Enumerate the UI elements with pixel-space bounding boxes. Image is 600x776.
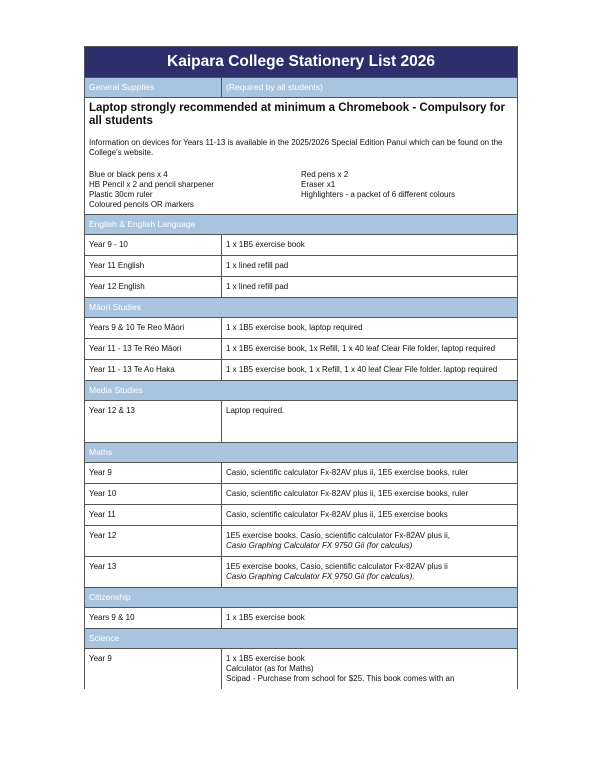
requirement-cell [222, 557, 517, 587]
requirement-cell: 1 x lined refill pad [226, 261, 289, 270]
laptop-headline: Laptop strongly recommended at minimum a Chromebook - Compulsory for all students [89, 102, 505, 127]
requirement-cell: 1 x 1B5 exercise book, 1x Refill, 1 x 40 leaf Clear File folder, laptop required [226, 344, 496, 353]
year-cell: Year 12 [85, 526, 222, 556]
year-cell: Year 13 [85, 557, 222, 587]
list-item: Blue or black pens x 4 [89, 170, 168, 179]
requirement-cell: 1 x 1B5 exercise book [226, 240, 305, 249]
section-label: Citizenship [89, 592, 131, 602]
table-row [85, 318, 517, 339]
devices-info: Information on devices for Years 11-13 is available in the 2025/2026 Special Edition Panui which can be found on the College's website. [89, 138, 503, 157]
table-row [85, 505, 517, 526]
graphing-calculator-note: Casio Graphing Calculator FX 9750 Gii (for calculus). [226, 572, 415, 581]
table-row [85, 401, 517, 443]
section-header-citizenship [85, 588, 517, 608]
section-header-science [85, 629, 517, 649]
stationery-list [84, 46, 518, 689]
requirement-text: 1E5 exercise books. Casio, scientific calculator Fx-82AV plus ii, [226, 531, 450, 540]
section-label: Science [89, 633, 120, 643]
year-cell: Year 12 English [85, 277, 222, 297]
requirement-cell: Casio, scientific calculator Fx-82AV plus ii, 1E5 exercise books, ruler [226, 468, 469, 477]
requirement-cell: Casio, scientific calculator Fx-82AV plus ii, 1E5 exercise books [226, 510, 448, 519]
general-items-right [301, 170, 513, 210]
table-row [85, 360, 517, 381]
list-item: Plastic 30cm ruler [89, 190, 153, 199]
section-label: Maths [89, 447, 113, 457]
list-item: Red pens x 2 [301, 170, 349, 179]
page-title: Kaipara College Stationery List 2026 [85, 47, 517, 78]
section-label: Māori Studies [89, 302, 141, 312]
requirement-cell [222, 526, 517, 556]
list-item: Coloured pencils OR markers [89, 200, 194, 209]
table-row [85, 339, 517, 360]
table-row [85, 526, 517, 557]
requirement-cell: 1 x lined refill pad [226, 282, 289, 291]
list-item: Highlighters - a packet of 6 different colours [301, 190, 456, 199]
year-cell: Year 11 - 13 Te Ao Haka [85, 360, 222, 380]
general-items [89, 170, 513, 210]
graphing-calculator-note: Casio Graphing Calculator FX 9750 Gii (for calculus) [226, 541, 413, 550]
section-header-maori [85, 298, 517, 318]
section-header-english [85, 215, 517, 235]
section-label: English & English Language [89, 219, 196, 229]
general-supplies-block [85, 98, 517, 215]
section-note: (Required by all students) [226, 82, 323, 92]
year-cell: Year 11 English [85, 256, 222, 276]
list-item: HB Pencil x 2 and pencil sharpener [89, 180, 214, 189]
table-row [85, 235, 517, 256]
year-cell: Year 10 [85, 484, 222, 504]
year-cell: Year 12 & 13 [85, 401, 222, 442]
general-items-left [89, 170, 301, 210]
section-header-maths [85, 443, 517, 463]
year-cell: Year 9 - 10 [85, 235, 222, 255]
year-cell: Years 9 & 10 [85, 608, 222, 628]
section-label: Media Studies [89, 385, 143, 395]
requirement-line: Scipad - Purchase from school for $25. This book comes with an [226, 674, 455, 683]
requirement-text: 1E5 exercise books, Casio, scientific calculator Fx-82AV plus ii [226, 562, 448, 571]
year-cell: Year 9 [85, 463, 222, 483]
year-cell: Year 11 [85, 505, 222, 525]
table-row [85, 463, 517, 484]
requirement-line: Calculator (as for Maths) [226, 664, 314, 673]
section-header-general [85, 78, 517, 98]
year-cell: Year 11 - 13 Te Reo Māori [85, 339, 222, 359]
requirement-line: 1 x 1B5 exercise book [226, 654, 305, 663]
section-header-media [85, 381, 517, 401]
table-row [85, 557, 517, 588]
requirement-cell: 1 x 1B5 exercise book, 1 x Refill, 1 x 40 leaf Clear File folder. laptop required [226, 365, 498, 374]
requirement-cell: 1 x 1B5 exercise book, laptop required [226, 323, 363, 332]
section-label: General Supplies [85, 78, 222, 97]
list-item: Eraser x1 [301, 180, 336, 189]
table-row [85, 484, 517, 505]
year-cell: Year 9 [85, 649, 222, 689]
requirement-cell: Laptop required. [226, 406, 285, 415]
requirement-cell: Casio, scientific calculator Fx-82AV plus ii, 1E5 exercise books, ruler [226, 489, 469, 498]
table-row [85, 608, 517, 629]
year-cell: Years 9 & 10 Te Reo Māori [85, 318, 222, 338]
table-row [85, 277, 517, 298]
table-row [85, 256, 517, 277]
requirement-cell [222, 649, 517, 689]
table-row [85, 649, 517, 689]
requirement-cell: 1 x 1B5 exercise book [226, 613, 305, 622]
